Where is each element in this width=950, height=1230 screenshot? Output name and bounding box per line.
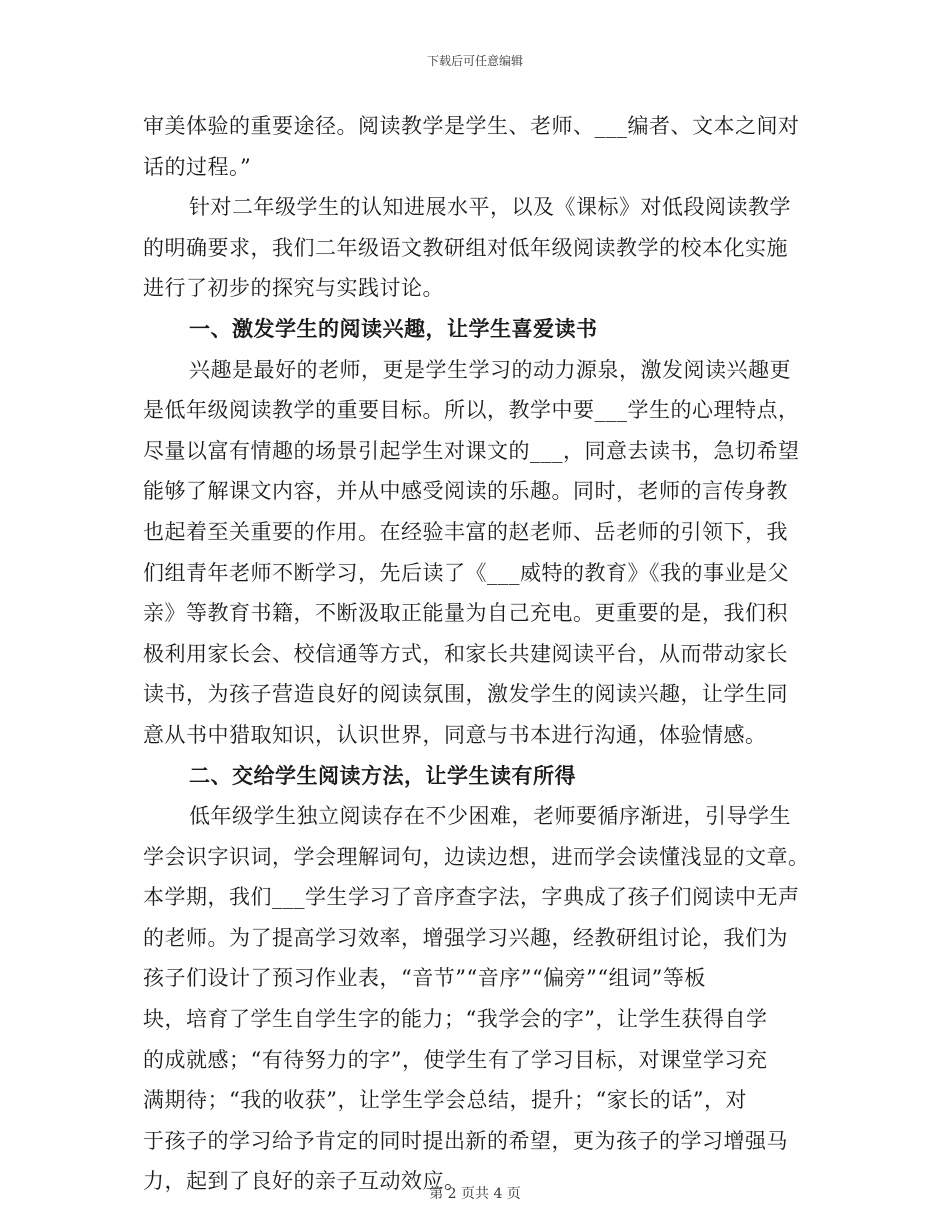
body-line: 尽量以富有情趣的场景引起学生对课文的___，同意去读书，急切希望 [143,438,800,463]
body-line: 力，起到了良好的亲子互动效应。 [143,1169,466,1194]
body-line: 能够了解课文内容，并从中感受阅读的乐趣。同时，老师的言传身教 [143,479,788,504]
body-line: 的老师。为了提高学习效率，增强学习兴趣，经教研组讨论，我们为 [143,925,788,950]
body-line: 是低年级阅读教学的重要目标。所以，教学中要___学生的心理特点， [143,398,800,423]
page-number: 第 2 页共 4 页 [429,1186,521,1202]
document-body [143,106,813,1202]
body-line: 也起着至关重要的作用。在经验丰富的赵老师、岳老师的引领下，我 [143,519,788,544]
body-line: 极利用家长会、校信通等方式，和家长共建阅读平台，从而带动家长 [143,641,788,666]
body-line: 们组青年老师不断学习，先后读了《___威特的教育》《我的事业是父 [143,560,789,585]
section-heading-2: 二、交给学生阅读方法，让学生读有所得 [189,762,576,788]
body-line: 审美体验的重要途径。阅读教学是学生、老师、___编者、文本之间对 [143,114,800,138]
body-line: 于孩子的学习给予肯定的同时提出新的希望，更为孩子的学习增强马 [143,1128,788,1153]
paragraph-start: 兴趣是最好的老师，更是学生学习的动力源泉，激发阅读兴趣更 [189,357,791,382]
body-line: 读书，为孩子营造良好的阅读氛围，激发学生的阅读兴趣，让学生同 [143,682,788,707]
body-line: 的明确要求，我们二年级语文教研组对低年级阅读教学的校本化实施 [143,235,788,260]
body-line: 话的过程。” [143,154,252,179]
page-header: 下载后可任意编辑 [426,54,523,68]
paragraph-start: 针对二年级学生的认知进展水平，以及《课标》对低段阅读教学 [189,195,791,220]
body-line: 孩子们设计了预习作业表，“音节”“音序”“偏旁”“组词”等板 [143,966,706,991]
paragraph-start: 低年级学生独立阅读存在不少困难，老师要循序渐进，引导学生 [189,804,791,829]
section-heading-1: 一、激发学生的阅读兴趣，让学生喜爱读书 [189,315,598,341]
body-line: 本学期，我们___学生学习了音序查字法，字典成了孩子们阅读中无声 [143,885,800,910]
body-line: 意从书中猎取知识，认识世界，同意与书本进行沟通，体验情感。 [143,722,767,747]
body-line: 进行了初步的探究与实践讨论。 [143,276,444,301]
body-line: 满期待；“我的收获”，让学生学会总结，提升；“家长的话”，对 [143,1088,747,1113]
body-line: 的成就感；“有待努力的字”，使学生有了学习目标，对课堂学习充 [143,1047,768,1072]
body-line: 学会识字识词，学会理解词句，边读边想，进而学会读懂浅显的文章。 [143,844,810,869]
body-line: 块，培育了学生自学生字的能力；“我学会的字”，让学生获得自学 [143,1007,768,1032]
body-line: 亲》等教育书籍，不断汲取正能量为自己充电。更重要的是，我们积 [143,601,788,626]
